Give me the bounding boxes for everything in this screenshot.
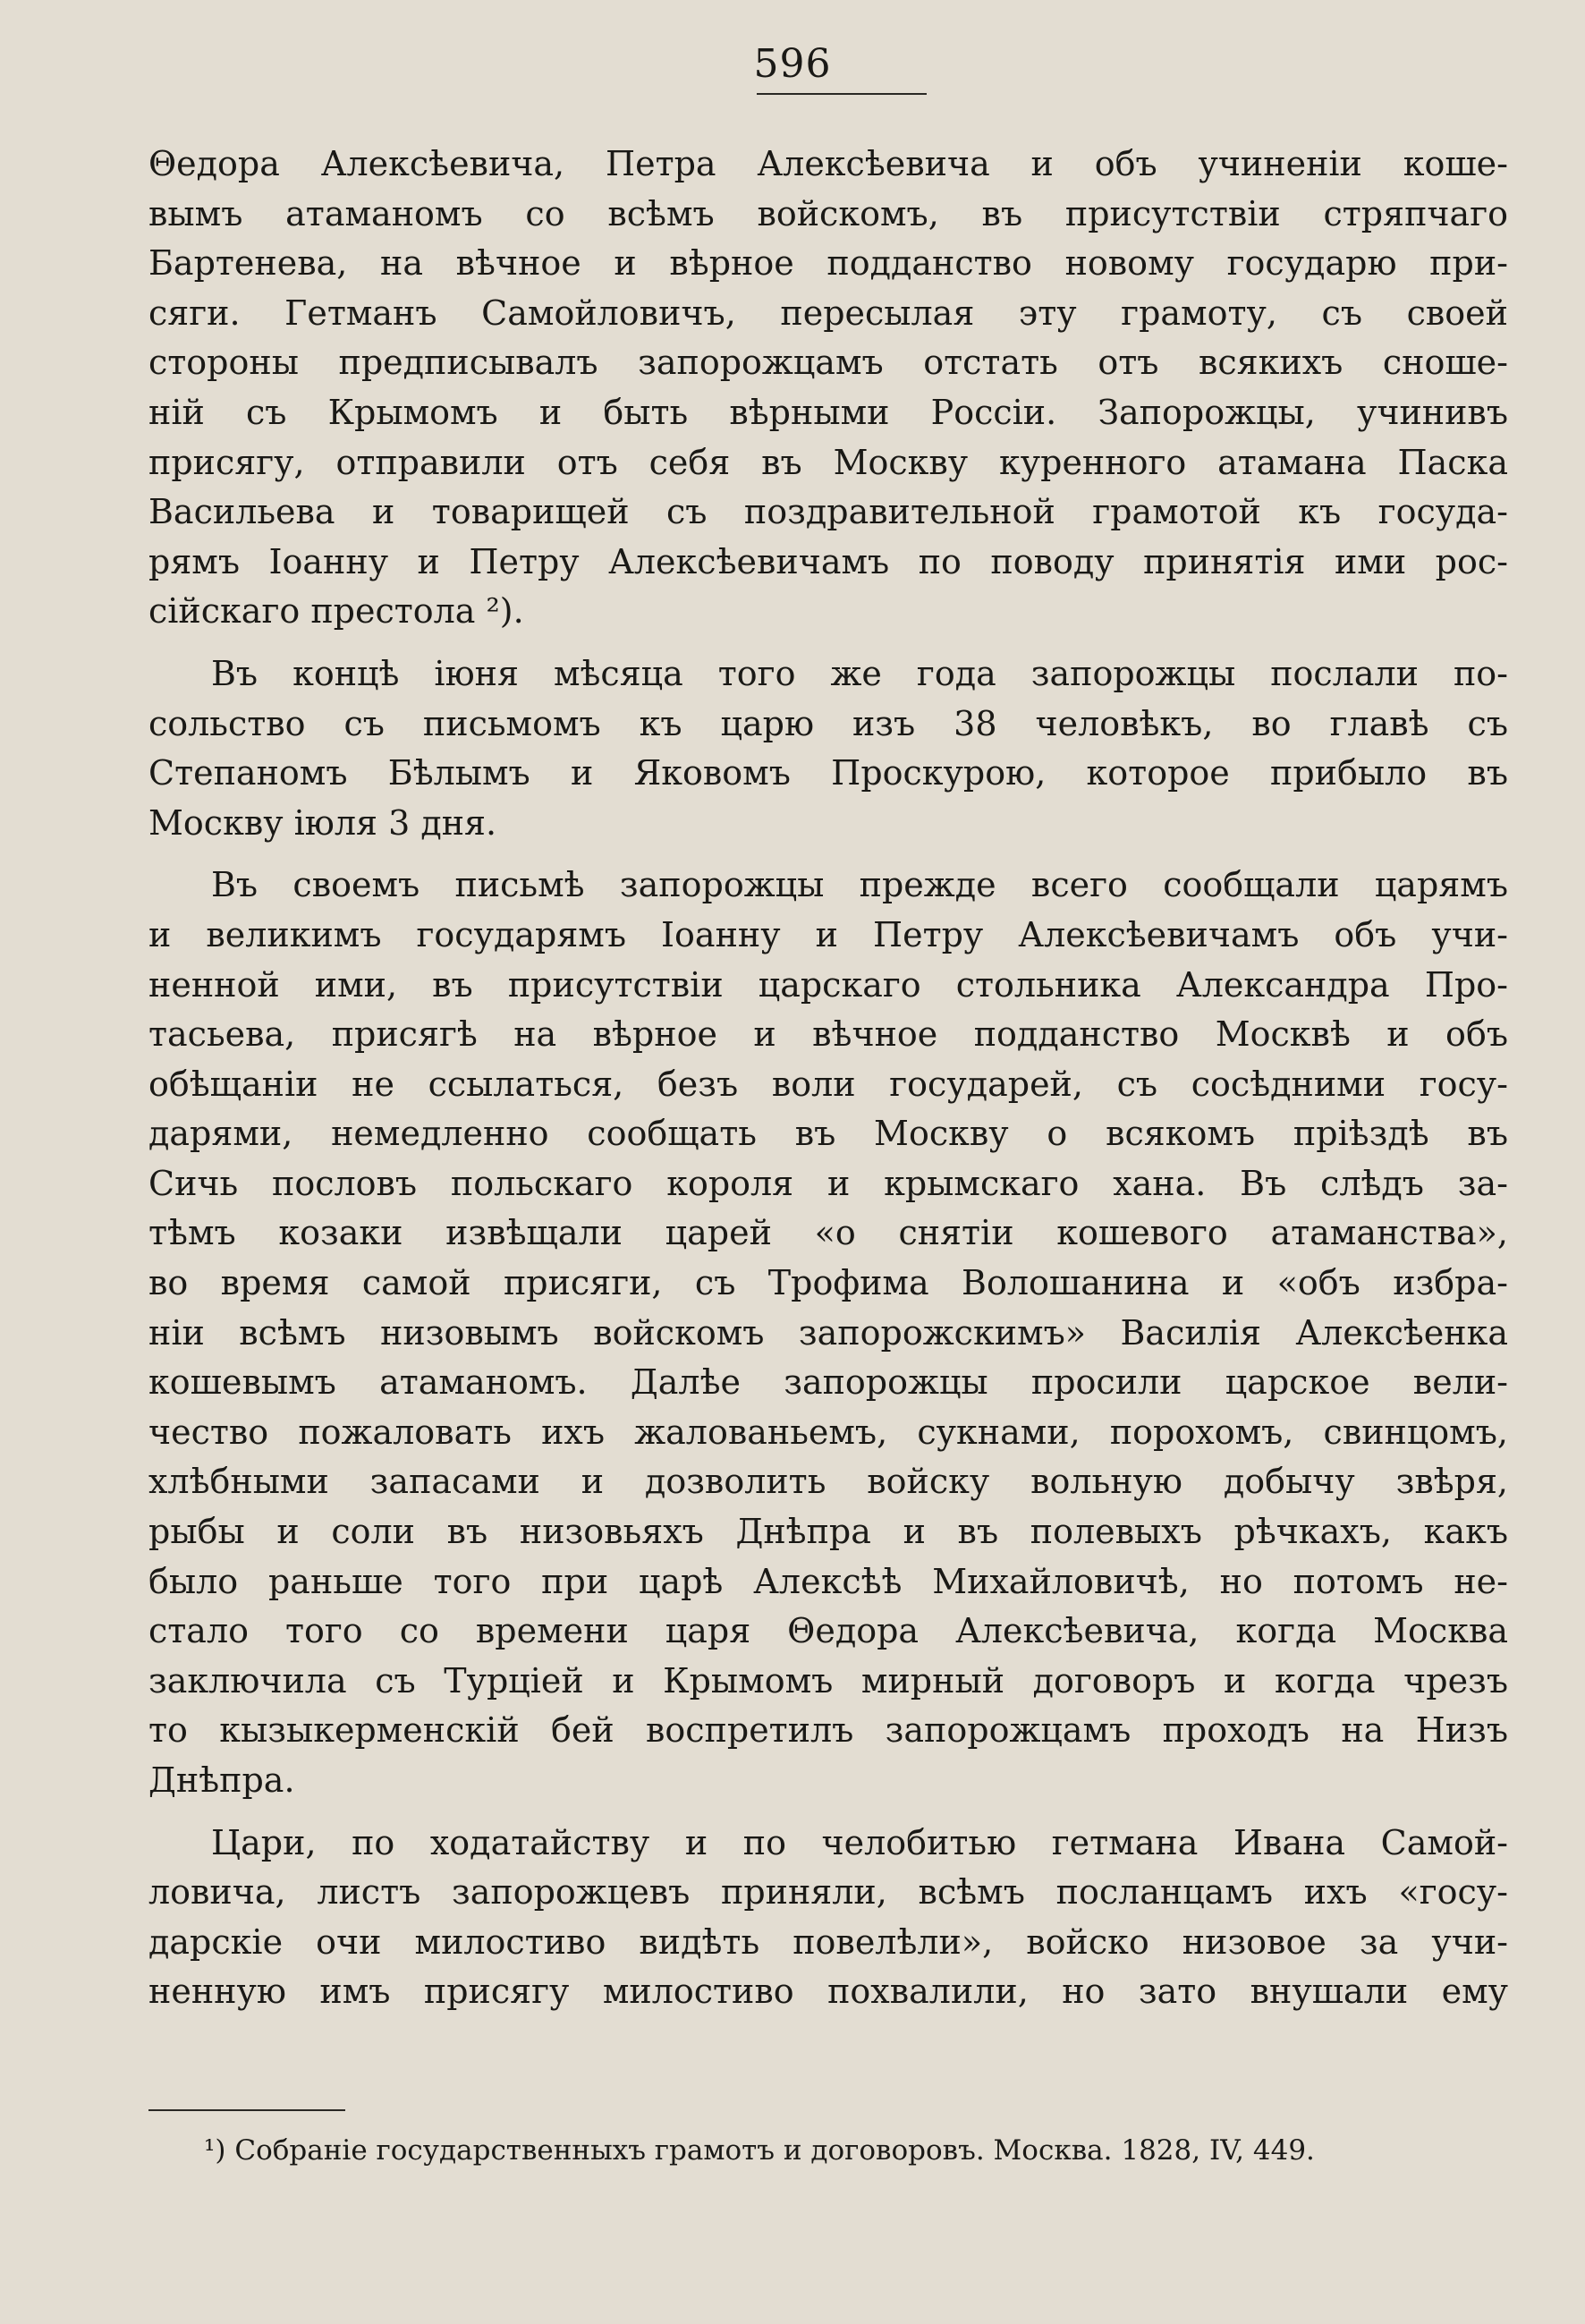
text-line: то кызыкерменскій бей воспретилъ запорожцамъ проходъ на Низъ bbox=[148, 1710, 1508, 1751]
paragraph-gap bbox=[148, 1806, 1508, 1819]
footnote: ¹) Собраніе государственныхъ грамотъ и договоровъ. Москва. 1828, IV, 449. bbox=[204, 2134, 1315, 2167]
text-line: тѣмъ козаки извѣщали царей «о снятіи кошевого атаманства», bbox=[148, 1213, 1508, 1253]
text-line: тасьева, присягѣ на вѣрное и вѣчное подданство Москвѣ и объ bbox=[148, 1014, 1508, 1055]
paragraph bbox=[148, 649, 1508, 848]
text-line: дарскіе очи милостиво видѣть повелѣли», войско низовое за учи- bbox=[148, 1921, 1508, 1962]
text-line: ловича, листъ запорожцевъ приняли, всѣмъ посланцамъ ихъ «госу- bbox=[148, 1872, 1508, 1913]
paragraph-gap bbox=[148, 637, 1508, 649]
text-line: во время самой присяги, съ Трофима Волошанина и «объ избра- bbox=[148, 1263, 1508, 1303]
text-line: рыбы и соли въ низовьяхъ Днѣпра и въ полевыхъ рѣчкахъ, какъ bbox=[148, 1512, 1508, 1552]
text-line: ненную имъ присягу милостиво похвалили, но зато внушали ему bbox=[148, 1972, 1508, 2012]
paragraph bbox=[148, 861, 1508, 1805]
text-line: Θедора Алексѣевича, Петра Алексѣевича и объ учиненіи коше- bbox=[148, 144, 1508, 183]
text-line: ній съ Крымомъ и быть вѣрными Россіи. Запорожцы, учинивъ bbox=[148, 392, 1508, 432]
text-line: ніи всѣмъ низовымъ войскомъ запорожскимъ» Василія Алексѣенка bbox=[148, 1312, 1508, 1353]
paragraph bbox=[148, 1819, 1508, 2017]
page-number: 596 bbox=[753, 41, 832, 87]
text-line: сольство съ письмомъ къ царю изъ 38 человѣкъ, во главѣ съ bbox=[148, 703, 1508, 743]
text-line: сійскаго престола ²). bbox=[148, 591, 524, 632]
text-line: дарями, немедленно сообщать въ Москву о всякомъ пріѣздѣ въ bbox=[148, 1114, 1508, 1154]
text-line: было раньше того при царѣ Алексѣѣ Михайловичѣ, но потомъ не- bbox=[148, 1561, 1508, 1601]
paragraph bbox=[148, 140, 1508, 637]
text-line: кошевымъ атаманомъ. Далѣе запорожцы просили царское вели- bbox=[148, 1362, 1508, 1403]
footnote-rule bbox=[148, 2109, 345, 2111]
text-line: и великимъ государямъ Іоанну и Петру Алексѣевичамъ объ учи- bbox=[148, 914, 1508, 954]
text-line: Москву іюля 3 дня. bbox=[148, 802, 497, 843]
text-line: присягу, отправили отъ себя въ Москву куренного атамана Паска bbox=[148, 442, 1508, 482]
page-number-rule bbox=[757, 93, 927, 95]
paragraph-gap bbox=[148, 848, 1508, 861]
text-line: Бартенева, на вѣчное и вѣрное подданство новому государю при- bbox=[148, 243, 1508, 284]
text-line: Васильева и товарищей съ поздравительной грамотой къ госуда- bbox=[148, 492, 1508, 532]
text-line: хлѣбными запасами и дозволить войску вольную добычу звѣря, bbox=[148, 1462, 1508, 1502]
text-line: Въ своемъ письмѣ запорожцы прежде всего сообщали царямъ bbox=[211, 865, 1508, 905]
text-line: сяги. Гетманъ Самойловичъ, пересылая эту грамоту, съ своей bbox=[148, 293, 1508, 333]
text-line: Сичь пословъ польскаго короля и крымскаго хана. Въ слѣдъ за- bbox=[148, 1163, 1508, 1203]
text-line: вымъ атаманомъ со всѣмъ войскомъ, въ присутствіи стряпчаго bbox=[148, 193, 1508, 233]
text-line: Днѣпра. bbox=[148, 1760, 295, 1800]
text-line: Въ концѣ іюня мѣсяца того же года запорожцы послали по- bbox=[211, 653, 1508, 693]
text-line: ненной ими, въ присутствіи царскаго стольника Александра Про- bbox=[148, 964, 1508, 1005]
text-line: Степаномъ Бѣлымъ и Яковомъ Проскурою, которое прибыло въ bbox=[148, 753, 1508, 793]
text-line: обѣщаніи не ссылаться, безъ воли государей, съ сосѣдними госу- bbox=[148, 1064, 1508, 1104]
text-line: стало того со времени царя Θедора Алексѣевича, когда Москва bbox=[148, 1611, 1508, 1651]
text-line: чество пожаловать ихъ жалованьемъ, сукнами, порохомъ, свинцомъ, bbox=[148, 1412, 1508, 1452]
text-line: рямъ Іоанну и Петру Алексѣевичамъ по поводу принятія ими рос- bbox=[148, 541, 1508, 581]
text-line: стороны предписывалъ запорожцамъ отстать отъ всякихъ сноше- bbox=[148, 343, 1508, 383]
main-text bbox=[148, 140, 1508, 2017]
text-line: Цари, по ходатайству и по челобитью гетмана Ивана Самой- bbox=[211, 1822, 1508, 1862]
text-line: заключила съ Турціей и Крымомъ мирный договоръ и когда чрезъ bbox=[148, 1660, 1508, 1701]
